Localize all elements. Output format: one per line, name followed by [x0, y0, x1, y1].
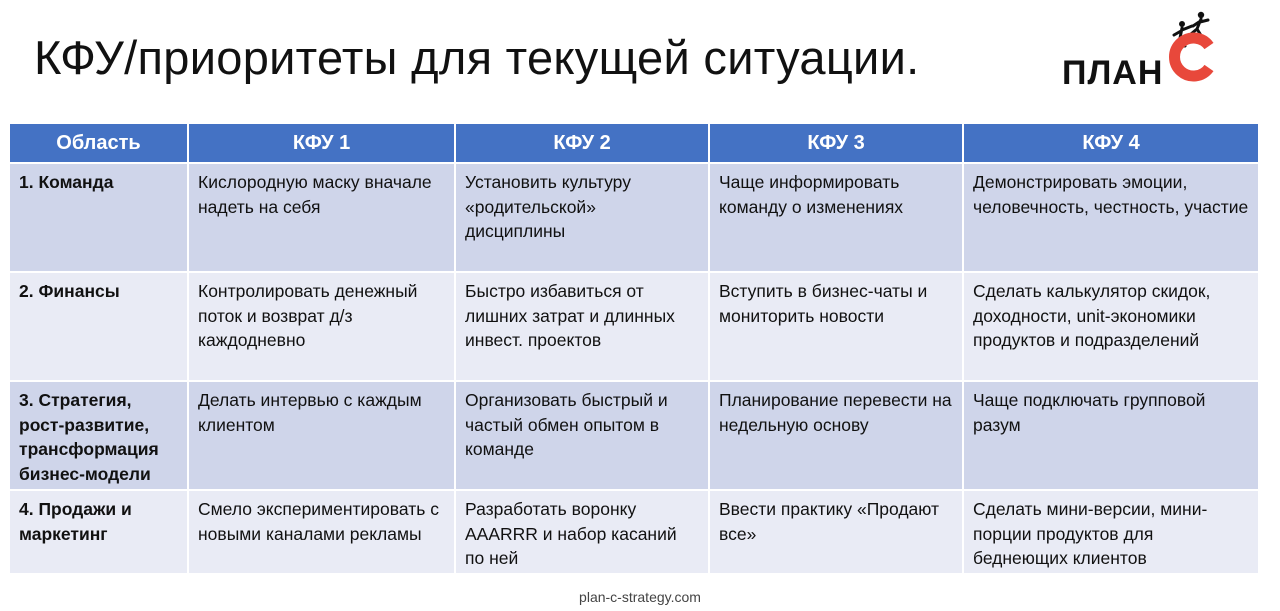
kfu-cell: Планирование перевести на недельную основу — [709, 381, 963, 490]
kfu-cell: Установить культуру «родительской» дисциплины — [455, 163, 709, 272]
kfu-cell: Сделать мини-версии, мини-порции продуктов для беднеющих клиентов — [963, 490, 1258, 573]
kfu-cell: Ввести практику «Продают все» — [709, 490, 963, 573]
kfu-cell: Вступить в бизнес-чаты и мониторить новости — [709, 272, 963, 381]
footer-url: plan-c-strategy.com — [579, 589, 701, 605]
logo-wordmark: ПЛАН — [1062, 54, 1164, 92]
kfu-cell: Кислородную маску вначале надеть на себя — [188, 163, 455, 272]
table-row — [10, 163, 1258, 272]
kfu-cell: Чаще подключать групповой разум — [963, 381, 1258, 490]
kfu-cell: Смело экспериментировать с новыми каналами рекламы — [188, 490, 455, 573]
kfu-cell: Чаще информировать команду о изменениях — [709, 163, 963, 272]
kfu-cell: Демонстрировать эмоции, человечность, честность, участие — [963, 163, 1258, 272]
header-kfu-4: КФУ 4 — [963, 124, 1258, 163]
table-row — [10, 272, 1258, 381]
kfu-cell: Делать интервью с каждым клиентом — [188, 381, 455, 490]
logo-letter-c — [1167, 32, 1217, 82]
page-title: КФУ/приоритеты для текущей ситуации. — [34, 31, 920, 84]
header-kfu-2: КФУ 2 — [455, 124, 709, 163]
kfu-cell: Контролировать денежный поток и возврат д/з каждодневно — [188, 272, 455, 381]
area-cell: 4. Продажи и маркетинг — [10, 490, 188, 573]
kfu-cell: Сделать калькулятор скидок, доходности, unit-экономики продуктов и подразделений — [963, 272, 1258, 381]
kfu-table — [10, 124, 1258, 573]
area-cell: 1. Команда — [10, 163, 188, 272]
table-row — [10, 381, 1258, 490]
kfu-cell: Разработать воронку AAARRR и набор касаний по ней — [455, 490, 709, 573]
kfu-cell: Быстро избавиться от лишних затрат и длинных инвест. проектов — [455, 272, 709, 381]
header-area: Область — [10, 124, 188, 163]
area-cell: 3. Стратегия, рост-развитие, трансформация бизнес-модели — [10, 381, 188, 490]
table-header-row — [10, 124, 1258, 163]
header-kfu-3: КФУ 3 — [709, 124, 963, 163]
table-row — [10, 490, 1258, 573]
plan-c-logo — [1058, 10, 1238, 92]
kfu-cell: Организовать быстрый и частый обмен опытом в команде — [455, 381, 709, 490]
header-kfu-1: КФУ 1 — [188, 124, 455, 163]
area-cell: 2. Финансы — [10, 272, 188, 381]
